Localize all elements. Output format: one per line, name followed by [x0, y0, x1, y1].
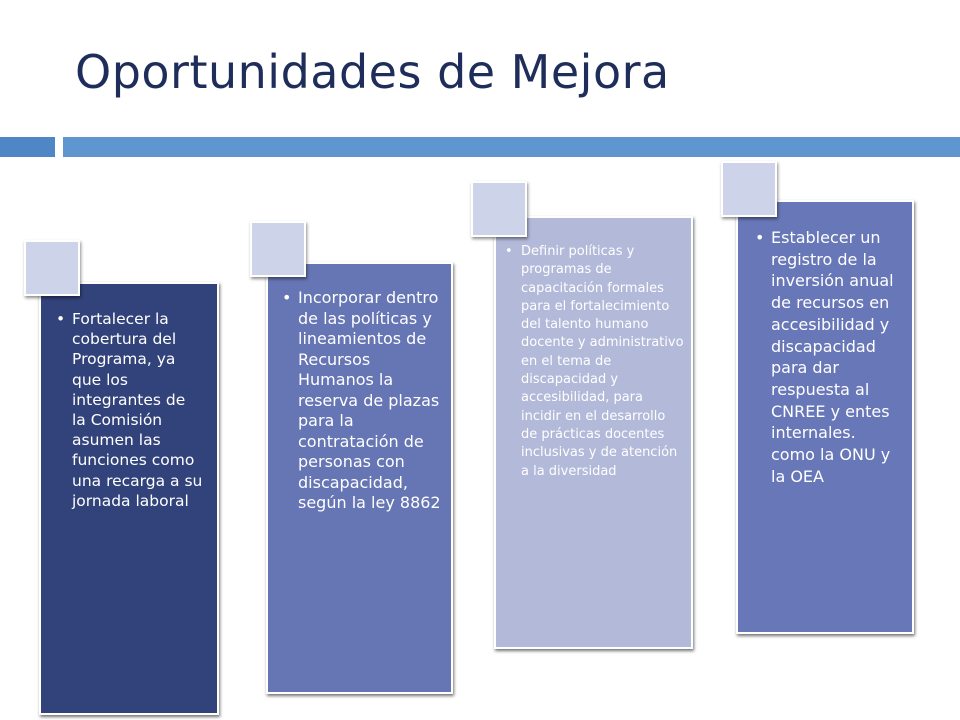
card-1-list — [56, 309, 203, 511]
card-2-text: • Incorporar dentro de las políticas y lineamientos de Recursos Humanos la reserva de plazas para la contratación de personas con discapacidad, según la ley 8862 — [282, 288, 445, 514]
card-4-list — [755, 227, 902, 487]
opportunity-card-2 — [266, 262, 453, 694]
opportunity-card-1 — [39, 282, 219, 715]
card-4-tab — [721, 161, 777, 217]
card-1-text: • Fortalecer la cobertura del Programa, ya que los integrantes de la Comisión asumen las funciones como una recarga a su jornada laboral — [56, 309, 203, 511]
slide-title: Oportunidades de Mejora — [75, 45, 670, 99]
opportunity-card-4 — [736, 200, 914, 634]
title-accent-bar-left — [0, 137, 55, 157]
card-3-text: • Definir políticas y programas de capacitación formales para el fortalecimiento del talento humano docente y administrativo en el tema de discapacidad y accesibilidad, para incidir en el desarrollo de prácticas docentes inclusivas y de atención a la diversidad — [505, 243, 685, 481]
card-2-list — [282, 288, 445, 514]
title-accent-bar — [63, 137, 960, 157]
card-3-list — [505, 243, 685, 481]
card-2-tab — [250, 221, 306, 277]
card-1-tab — [24, 240, 80, 296]
opportunity-card-3 — [494, 216, 693, 649]
card-3-tab — [471, 181, 527, 237]
card-4-text: • Establecer un registro de la inversión anual de recursos en accesibilidad y discapacidad para dar respuesta al CNREE y entes internales. como la ONU y la OEA — [755, 227, 902, 487]
